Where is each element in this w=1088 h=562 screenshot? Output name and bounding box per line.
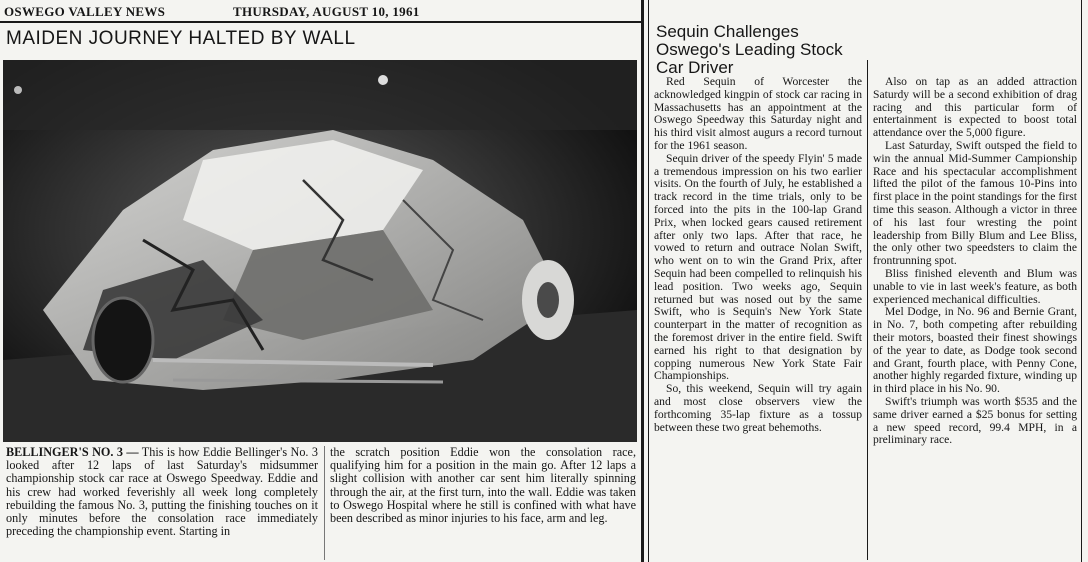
article-paragraph: Mel Dodge, in No. 96 and Bernie Grant, in No. 7, both competing after rebuilding their motors, boasted their finest showings of the year to date, as Dodge took second and Grant, fourth place, with Penny Cone, another highly regarded fixture, winding up in third place in his No. 90. xyxy=(873,305,1077,396)
column-divider-main xyxy=(641,0,644,562)
photo-headline: MAIDEN JOURNEY HALTED BY WALL xyxy=(6,28,356,49)
column-divider-thin xyxy=(648,0,649,562)
article-paragraph: Also on tap as an added attraction Saturdy will be a second exhibition of drag racing and this particular form of entertainment is expected to boost total attendance over the 5,000 figure. xyxy=(873,75,1077,140)
article-column-1 xyxy=(654,76,862,434)
newspaper-name: OSWEGO VALLEY NEWS xyxy=(4,4,166,19)
right-edge-rule xyxy=(1081,0,1082,562)
photo-caption-column-2 xyxy=(330,446,636,525)
caption-lead: BELLINGER'S NO. 3 — xyxy=(6,445,139,459)
caption-text-1: This is how Eddie Bellinger's No. 3 looked after 12 laps of last Saturday's midsummer championship stock car race at Oswego Speedway. Eddie and his crew had worked feverishly all week long completely rebuilding the famous No. 3, putting the finishing touches on it only minutes before the consolation race immediately preceding the championship event. Starting in xyxy=(6,445,318,539)
article-paragraph: Sequin driver of the speedy Flyin' 5 made a tremendous impression on his two earlier visits. On the fourth of July, he established a track record in the time trials, only to be forced into the pits in the 100-lap Grand Prix, when locked gears caused retirement after only two laps. After that race, he vowed to return and outrace Nolan Swift, who went on to win the Grand Prix, after Sequin had been compelled to relinquish his lead position. Two weeks ago, Sequin returned but was nosed out by the same Swift, who is Sequin's New York State counterpart in the matter of recognition as the foremost driver in the entire field. Swift earned his right to that designation by copping numerous New York State Fair Championships. xyxy=(654,151,862,383)
masthead-rule xyxy=(0,21,641,23)
article-headline: Sequin Challenges Oswego's Leading Stock Car Driver xyxy=(656,22,843,77)
wrecked-race-car-photo xyxy=(3,60,637,442)
article-paragraph: Swift's triumph was worth $535 and the same driver earned a $25 bonus for setting a new speed record, 99.4 MPH, in a preliminary race. xyxy=(873,394,1077,447)
article-paragraph: So, this weekend, Sequin will try again and most close observers view the forthcoming 35-lap fixture as a tossup between these two great behemoths. xyxy=(654,382,862,434)
article-paragraph: Last Saturday, Swift outsped the field to win the annual Mid-Summer Campionship Race and his spectacular accomplishment lifted the pilot of the famous 10-Pins into first place in the point standings for the first time this season. Although a victor in three of his last four wresting the point leadership from Billy Blum and Lee Bliss, the only other two speedsters to claim the frontrunning spot. xyxy=(873,138,1077,268)
caption-text-2: the scratch position Eddie won the consolation race, qualifying him for a position in the main go. After 12 laps a slight collision with another car sent him literally spinning through the air, at the first turn, into the wall. Eddie was taken to Oswego Hospital where he still is confined with what have been described as minor injuries to his face, arm and leg. xyxy=(330,445,636,526)
article-paragraph: Red Sequin of Worcester the acknowledged kingpin of stock car racing in Massachusetts has an appointment at the Oswego Speedway this Saturday night and his third visit almost augurs a record turnout for the 1961 season. xyxy=(654,75,862,152)
article-column-2 xyxy=(873,76,1077,447)
masthead xyxy=(4,2,640,22)
issue-date: THURSDAY, AUGUST 10, 1961 xyxy=(233,4,420,19)
article-column-rule xyxy=(867,60,868,560)
wrecked-car-icon xyxy=(3,60,637,442)
photo-caption-column-1 xyxy=(6,446,318,538)
article-paragraph: Bliss finished eleventh and Blum was unable to vie in last week's feature, as both experienced mechanical difficulties. xyxy=(873,266,1077,306)
caption-column-rule xyxy=(324,446,325,560)
